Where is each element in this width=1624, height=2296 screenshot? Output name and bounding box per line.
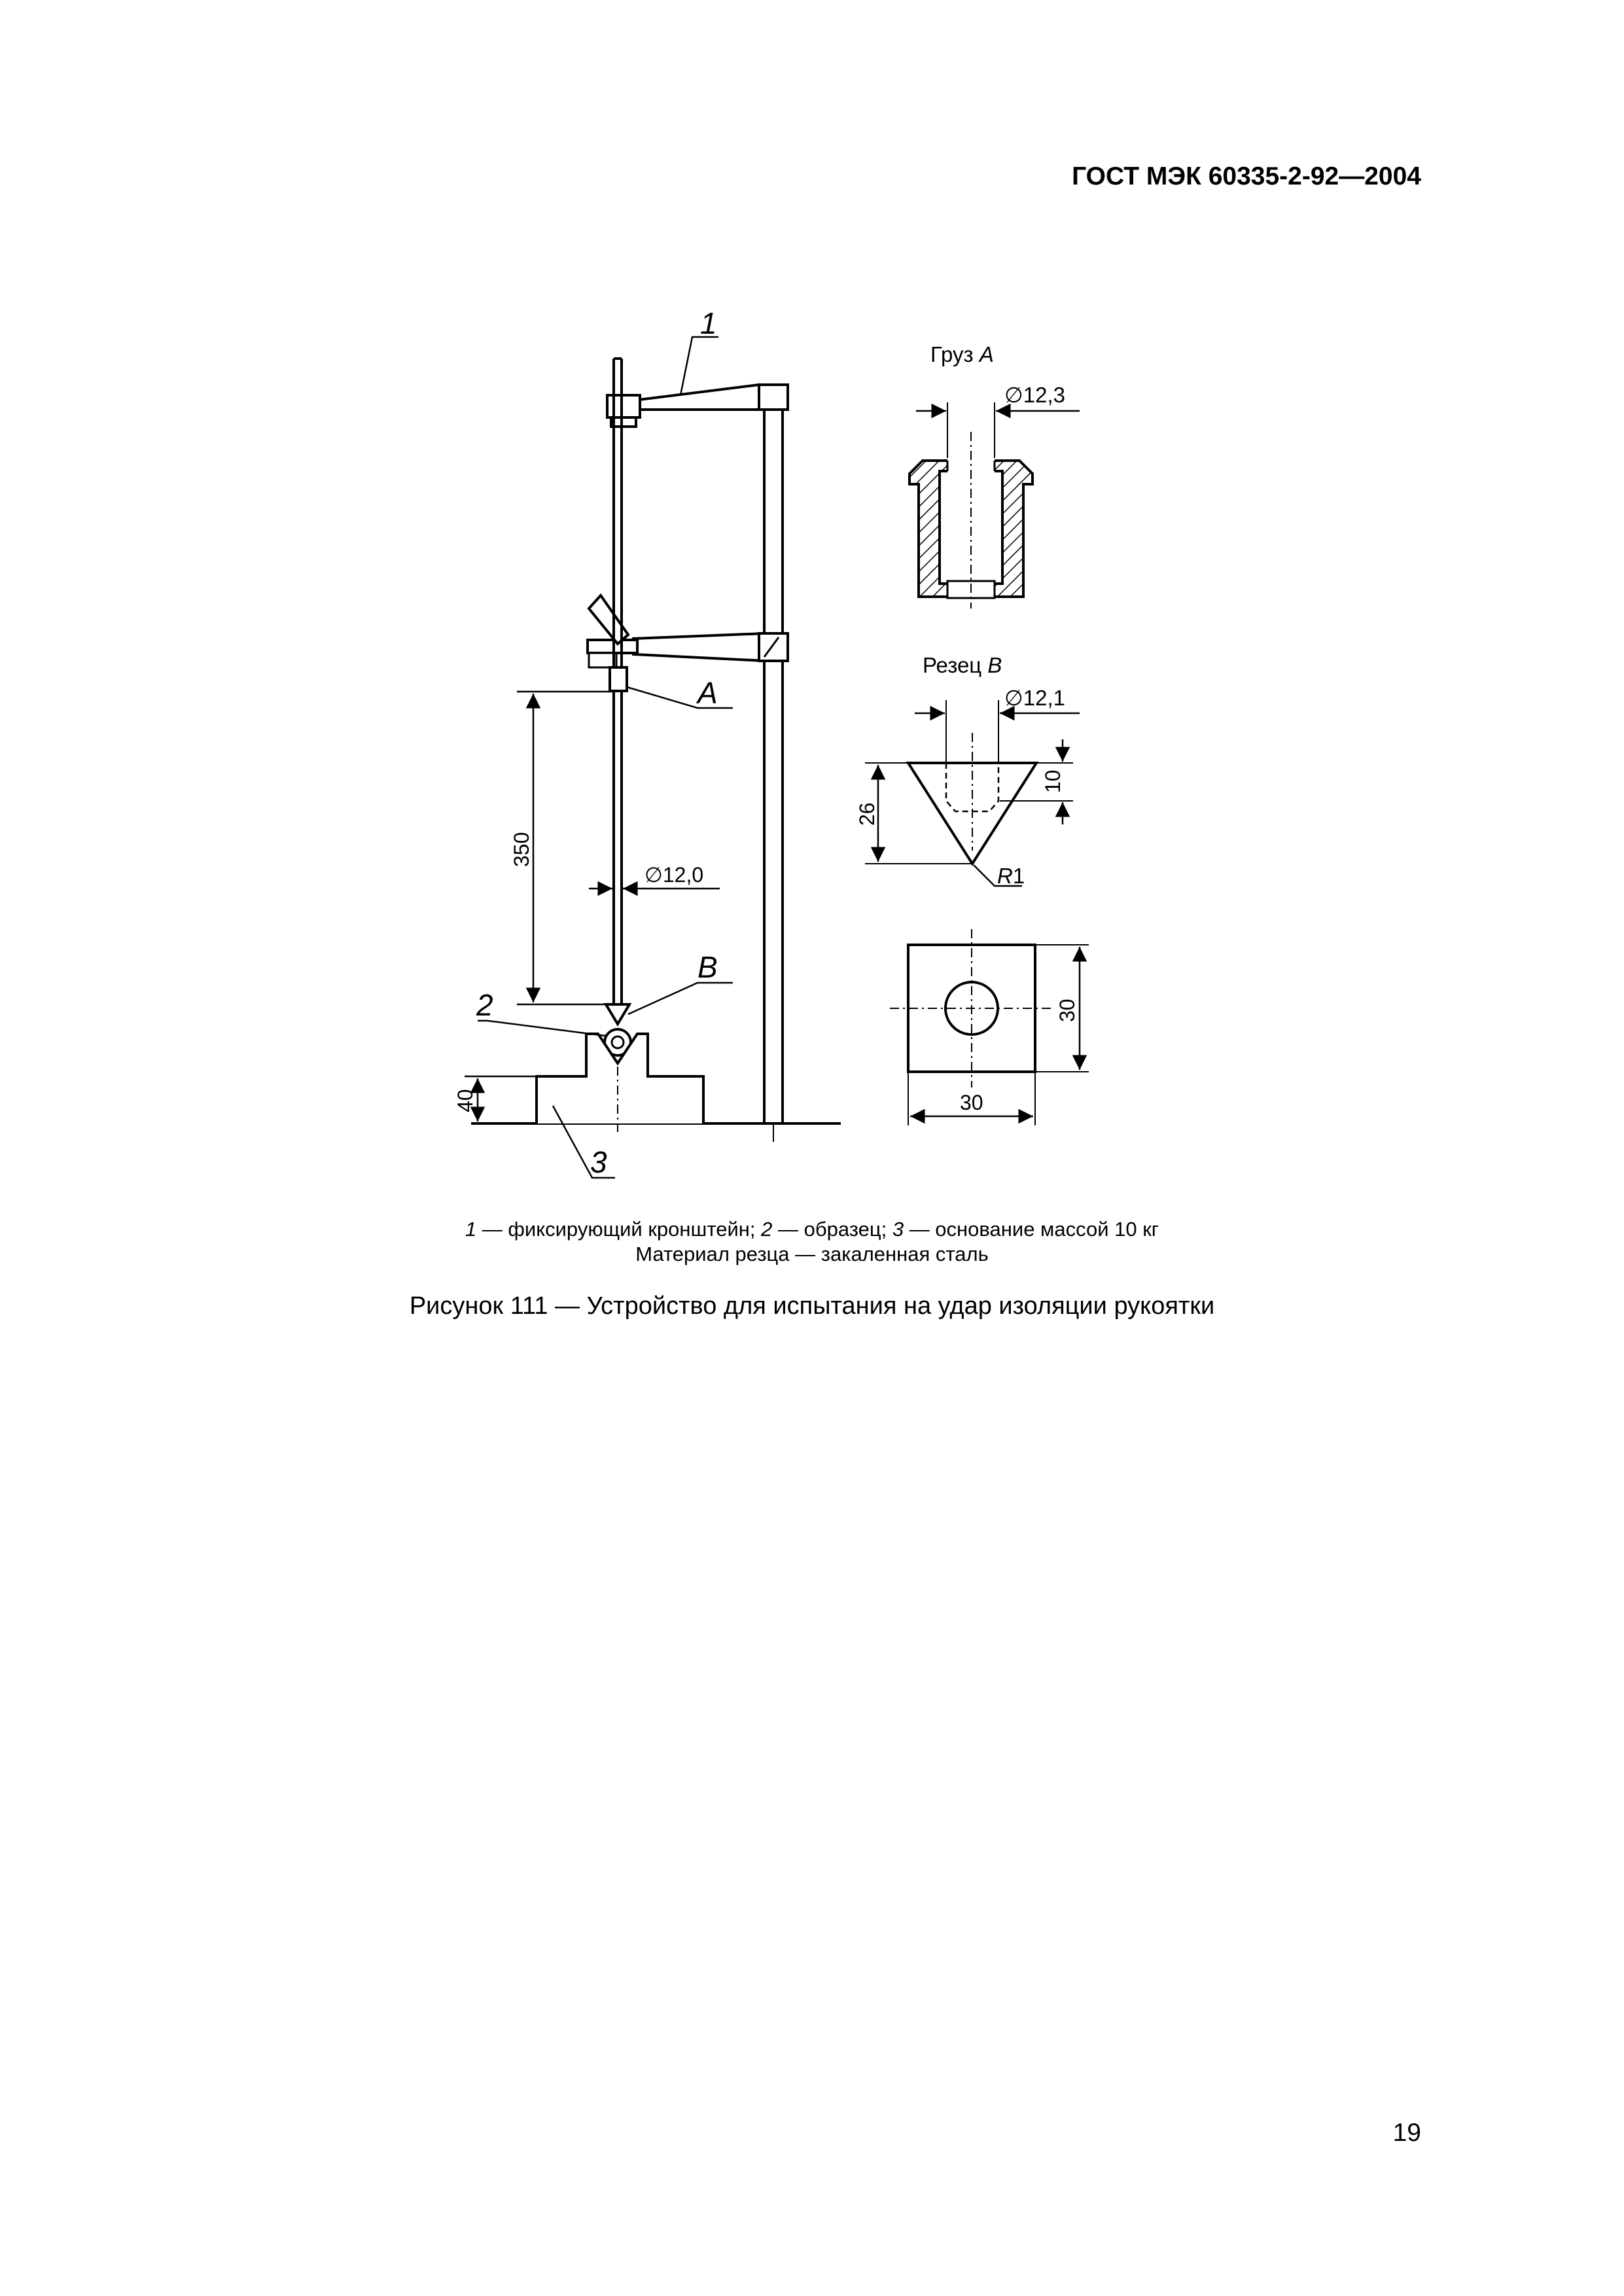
- cutter-radius-value: 1: [1012, 864, 1025, 888]
- main-apparatus: [471, 359, 841, 1142]
- legend-num-2: 2: [761, 1218, 773, 1241]
- svg-text:Груз A: [930, 342, 994, 366]
- svg-text:R1: [997, 864, 1025, 888]
- dimension-40: 40: [453, 1089, 477, 1112]
- weight-letter: A: [979, 342, 994, 366]
- legend-text-3: — основание массой 10 кг: [904, 1218, 1159, 1241]
- legend-num-1: 1: [465, 1218, 477, 1241]
- weight-diameter: ∅12,3: [1004, 383, 1065, 407]
- callout-2: 2: [476, 988, 493, 1022]
- weight-title: Груз: [930, 342, 980, 366]
- weight-detail: [909, 342, 1080, 609]
- callout-b: B: [697, 950, 718, 984]
- cutter-diameter: ∅12,1: [1004, 686, 1065, 710]
- legend-text-1: — фиксирующий кронштейн;: [476, 1218, 762, 1241]
- cutter-depth: 10: [1041, 769, 1065, 793]
- standard-header: ГОСТ МЭК 60335-2-92—2004: [1072, 162, 1421, 190]
- callout-3: 3: [590, 1145, 607, 1179]
- dimension-350: 350: [510, 832, 533, 867]
- legend-line-1: [0, 1217, 1624, 1242]
- page-number: 19: [1392, 2119, 1421, 2147]
- legend-text-2: — образец;: [772, 1218, 892, 1241]
- legend-num-3: 3: [892, 1218, 904, 1241]
- svg-text:Резец B: [923, 653, 1002, 677]
- cutter-letter: B: [987, 653, 1002, 677]
- figure-caption: Рисунок 111 — Устройство для испытания на удар изоляции рукоятки: [409, 1292, 1215, 1320]
- cutter-detail: [855, 653, 1080, 888]
- square-width: 30: [960, 1091, 983, 1114]
- callout-1: 1: [700, 306, 717, 340]
- cutter-title: Резец: [923, 653, 988, 677]
- square-detail: [890, 929, 1089, 1125]
- legend-line-2: Материал резца — закаленная сталь: [635, 1243, 989, 1265]
- square-height: 30: [1055, 998, 1079, 1022]
- callout-a: A: [697, 676, 718, 710]
- cutter-radius-letter: R: [997, 864, 1013, 888]
- cutter-height: 26: [855, 802, 879, 826]
- dimension-diameter-rod: ∅12,0: [644, 863, 704, 887]
